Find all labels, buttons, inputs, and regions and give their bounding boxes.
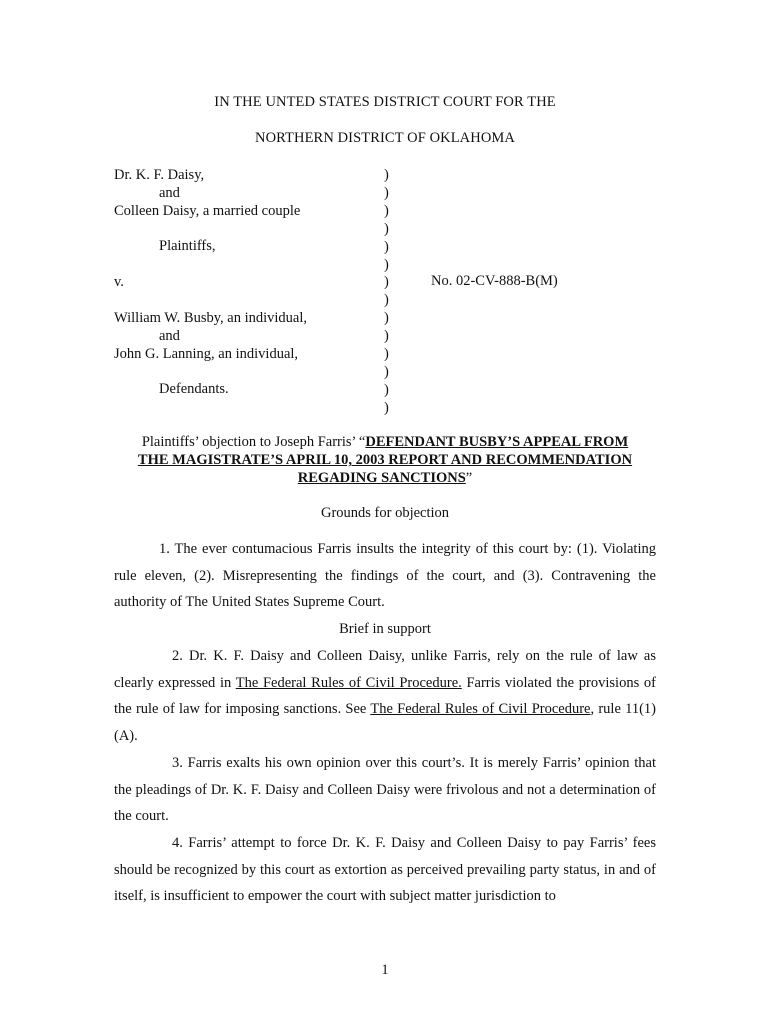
title-bold-line1: DEFENDANT BUSBY’S APPEAL FROM	[365, 434, 629, 450]
caption-and-1: and	[159, 185, 180, 201]
title-suffix: ”	[465, 470, 473, 486]
paren: )	[384, 346, 389, 362]
p2-text-a: 2. Dr. K. F. Daisy and Colleen Daisy, unlike Farris, rely on the rule of law as clearly expressed in	[114, 648, 656, 691]
paren: )	[384, 257, 389, 273]
court-heading-line1: IN THE UNTED STATES DISTRICT COURT FOR THE	[214, 94, 556, 110]
paren: )	[384, 400, 389, 416]
paren: )	[384, 382, 389, 398]
versus: v.	[114, 274, 124, 290]
case-number: No. 02-CV-888-B(M)	[431, 273, 558, 289]
plaintiffs-label: Plaintiffs,	[159, 238, 216, 254]
paragraph-2-text	[114, 643, 656, 750]
defendant-2: John G. Lanning, an individual,	[114, 346, 299, 362]
p2-text-c: , rule 11(1)(A).	[114, 701, 657, 745]
paren: )	[384, 203, 389, 219]
paragraph-2	[114, 643, 656, 750]
title-prefix: Plaintiffs’ objection to Joseph Farris’ “	[141, 434, 366, 450]
brief-heading: Brief in support	[339, 621, 431, 637]
p2-frcp-ref-1: The Federal Rules of Civil Procedure.	[235, 674, 462, 691]
plaintiff-2: Colleen Daisy, a married couple	[114, 203, 301, 219]
paragraph-4	[114, 830, 656, 910]
defendants-label: Defendants.	[159, 381, 229, 397]
paren: )	[384, 364, 389, 380]
paren: )	[384, 310, 389, 326]
paragraph-1-text: 1. The ever contumacious Farris insults the integrity of this court by: (1). Violating rule eleven, (2). Misrepresenting the findings of the court, and (3). Contravening the authority of The United States Supreme Court.	[114, 541, 656, 611]
defendant-1: William W. Busby, an individual,	[114, 310, 308, 326]
grounds-heading: Grounds for objection	[320, 505, 450, 521]
title-bold-line2: THE MAGISTRATE’S APRIL 10, 2003 REPORT AND RECOMMENDATION	[137, 452, 633, 468]
plaintiff-1: Dr. K. F. Daisy,	[114, 167, 205, 183]
paragraph-3	[114, 750, 656, 830]
page-number: 1	[381, 962, 389, 978]
p2-frcp-ref-2: The Federal Rules of Civil Procedure	[370, 701, 591, 718]
paragraph-3-text: 3. Farris exalts his own opinion over this court’s. It is merely Farris’ opinion that the pleadings of Dr. K. F. Daisy and Colleen Daisy were frivolous and not a determination of the court.	[114, 755, 656, 825]
document-title	[110, 433, 660, 487]
caption-and-2: and	[159, 328, 180, 344]
p2-text-b: Farris violated the provisions of the rule of law for imposing sanctions. See	[114, 674, 656, 718]
paragraph-4-text: 4. Farris’ attempt to force Dr. K. F. Daisy and Colleen Daisy to pay Farris’ fees should be recognized by this court as extortion as perceived prevailing party status, in and of itself, is insufficient to empower the court with subject matter jurisdiction to	[114, 835, 656, 905]
paragraph-1	[114, 536, 656, 616]
paren: )	[384, 221, 389, 237]
court-heading-line2: NORTHERN DISTRICT OF OKLAHOMA	[255, 130, 515, 146]
paren: )	[384, 167, 389, 183]
paren: )	[384, 239, 389, 255]
paren: )	[384, 292, 389, 308]
paren: )	[384, 274, 389, 290]
paren: )	[384, 185, 389, 201]
title-bold-line3: REGADING SANCTIONS	[297, 470, 466, 486]
paren: )	[384, 328, 389, 344]
